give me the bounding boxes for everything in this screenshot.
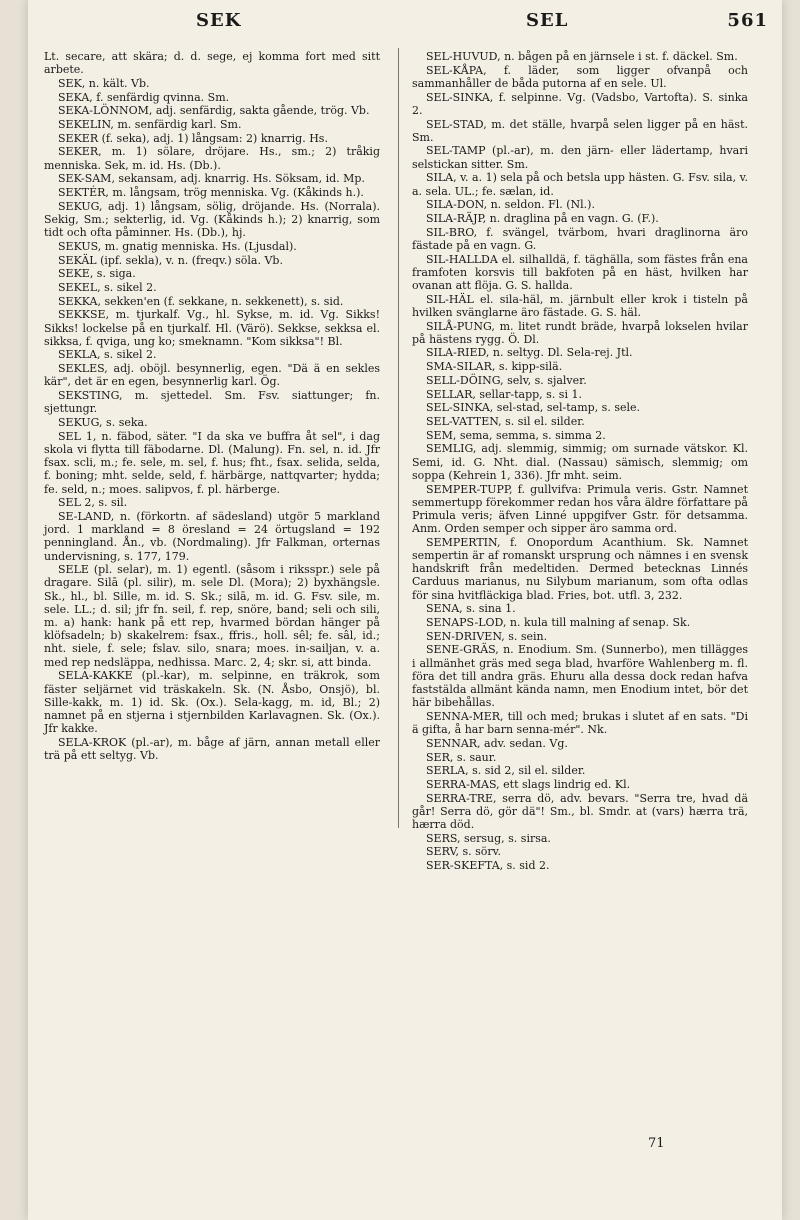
dictionary-page xyxy=(28,0,782,1220)
dictionary-entry: SELLAR, sellar-tapp, s. si 1. xyxy=(426,387,582,401)
dictionary-entry: SEL-SINKA, f. selpinne. Vg. (Vadsbo, Vartofta). S. sinka 2. xyxy=(412,90,748,117)
dictionary-entry: SERRA-TRE, serra dö, adv. bevars. "Serra tre, hvad dä går! Serra dö, gör dä"! Sm., bl. Smdr. at (vars) hærra trä, hærra död. xyxy=(412,791,748,832)
dictionary-entry: SMA-SILAR, s. kipp-silä. xyxy=(426,360,563,374)
dictionary-entry: SEKÄL (ipf. sekla), v. n. (freqv.) söla. Vb. xyxy=(58,253,283,267)
dictionary-entry: SERLA, s. sid 2, sil el. silder. xyxy=(426,764,586,778)
left-column xyxy=(44,50,380,763)
dictionary-entry: SEL-HUVUD, n. bågen på en järnsele i st. f. däckel. Sm. xyxy=(426,50,738,63)
dictionary-entry: SEL-SINKA, sel-stad, sel-tamp, s. sele. xyxy=(426,401,641,415)
dictionary-entry: SILA, v. a. 1) sela på och betsla upp hästen. G. Fsv. sila, v. a. sela. UL.; fe. sælan, id. xyxy=(412,171,748,198)
dictionary-entry: SEL-KÅPA, f. läder, som ligger ofvanpå och sammanhåller de båda putorna af en sele. Ul. xyxy=(412,63,748,90)
dictionary-entry: SEL-STAD, m. det ställe, hvarpå selen ligger på en häst. Sm. xyxy=(412,117,748,144)
dictionary-entry: SEM, sema, semma, s. simma 2. xyxy=(426,428,606,442)
header-left-catchword: SEK xyxy=(196,10,242,31)
dictionary-entry: SEN-DRIVEN, s. sein. xyxy=(426,629,548,643)
dictionary-entry: SELL-DÖING, selv, s. sjalver. xyxy=(426,373,587,387)
dictionary-entry: SIL-HALLDA el. silhalldä, f. täghälla, som fästes från ena framfoten korsvis till bakfoten på en häst, hvilken har ovanan att flöja. G. S. hallda. xyxy=(412,252,748,292)
dictionary-entry: SEKLES, adj. oböjl. besynnerlig, egen. "Dä ä en sekles kär", det är en egen, besynnerlig karl. Ög. xyxy=(44,362,380,389)
dictionary-entry: SELE (pl. selar), m. 1) egentl. (såsom i riksspr.) sele på dragare. Silā (pl. silir), m. sele Dl. (Mora); 2) byxhängsle. Sk., hl., bl. Sille, m. id. S. Sk.; silā, m. id. G. Fsv. sile, m. sele. LL.; d. sil; jfr fn. seil, f. rep, snöre, band; seli och sili, m. a) hank: hank på ett rep, hvarmed bördan hänger på klöfsadeln; b) skakelrem: fsax., ffris., holl. sêl; fe. sâl, id.; nht. siele, f. sele; fslav. silo, snara; moes. in-sailjan, v. a. med rep nedsläppa, nedhissa. Marc. 2, 4; skr. si, att binda. xyxy=(44,563,380,669)
dictionary-entry: SILA-DON, n. seldon. Fl. (Nl.). xyxy=(426,198,595,212)
dictionary-entry: SEL-TAMP (pl.-ar), m. den järn- eller lädertamp, hvari selstickan sitter. Sm. xyxy=(412,144,748,171)
header-right-catchword: SEL xyxy=(526,10,569,31)
dictionary-entry: SILA-RIED, n. seltyg. Dl. Sela-rej. Jtl. xyxy=(426,346,633,360)
dictionary-entry: Lt. secare, att skära; d. d. sege, ej komma fort med sitt arbete. xyxy=(44,50,380,77)
dictionary-entry: SEKKA, sekken'en (f. sekkane, n. sekkenett), s. sid. xyxy=(58,294,344,308)
running-head xyxy=(28,10,782,38)
dictionary-entry: SEKA, f. senfärdig qvinna. Sm. xyxy=(58,90,230,104)
dictionary-entry: SEKSTING, m. sjettedel. Sm. Fsv. siattunger; fn. sjettungr. xyxy=(44,389,380,416)
dictionary-entry: SEMPERTIN, f. Onopordum Acanthium. Sk. Namnet sempertin är af romanskt ursprung och nämnes i en svensk handskrift från medeltiden. Dermed betecknas Linnés Carduus marianus, nu Silybum marianum, som ofta odlas för sina hvitfläckiga blad. Fries, bot. utfl. 3, 232. xyxy=(412,535,748,602)
dictionary-entry: SENAPS-LOD, n. kula till malning af senap. Sk. xyxy=(426,616,691,630)
dictionary-entry: SEL-VATTEN, s. sil el. silder. xyxy=(426,414,585,428)
dictionary-entry: SELA-KAKKE (pl.-kar), m. selpinne, en träkrok, som fäster seljärnet vid träskakeln. Sk. (N. Åsbo, Onsjö), bl. Sille-kakk, m. 1) id. Sk. (Ox.). Sela-kagg, m. id, Bl.; 2) namnet på en stjerna i stjernbilden Karlavagnen. Sk. (Ox.). Jfr kakke. xyxy=(44,669,380,736)
column-divider xyxy=(398,48,399,828)
dictionary-entry: SEMLIG, adj. slemmig, simmig; om surnade vätskor. Kl. Semi, id. G. Nht. dial. (Nassau) sämisch, slemmig; om soppa (Kehrein 1, 336). Jfr mht. seim. xyxy=(412,442,748,482)
dictionary-entry: SEKTÉR, m. långsam, trög menniska. Vg. (Kåkinds h.). xyxy=(58,186,364,200)
dictionary-entry: SENE-GRÄS, n. Enodium. Sm. (Sunnerbo), men tillägges i allmänhet gräs med sega blad, hvarföre Wahlenberg m. fl. föra det till andra gräs. Ehuru alla dessa dock redan hafva faststälda allmänt kända namn, men Enodium intet, bör det här bibehållas. xyxy=(412,643,748,710)
dictionary-entry: SENNAR, adv. sedan. Vg. xyxy=(426,736,568,750)
dictionary-entry: SEL 1, n. fäbod, säter. "I da ska ve buffra åt sel", i dag skola vi flytta till fäbodarne. Dl. (Malung). Fn. sel, n. id. Jfr fsax. scli, m.; fe. sele, m. sel, f. hus; fht., fsax. selida, selda, f. boning; mht. selde, seld, f. härbärge, nattqvarter; hydda; fe. seld, n.; moes. salipvos, f. pl. härberge. xyxy=(44,429,380,496)
dictionary-entry: SILÅ-PUNG, m. litet rundt bräde, hvarpå lokselen hvilar på hästens rygg. Ö. Dl. xyxy=(412,319,748,346)
dictionary-entry: SEKER (f. seka), adj. 1) långsam: 2) knarrig. Hs. xyxy=(58,131,328,145)
page-number-header: 561 xyxy=(727,10,768,31)
signature-number: 71 xyxy=(648,1136,665,1151)
dictionary-entry: SEKEL, s. sikel 2. xyxy=(58,280,157,294)
dictionary-entry: SENA, s. sina 1. xyxy=(426,602,516,616)
dictionary-entry: SERRA-MAS, ett slags lindrig ed. Kl. xyxy=(426,777,631,791)
dictionary-entry: SEKUG, adj. 1) långsam, sölig, dröjande. Hs. (Norrala). Sekig, Sm.; sekterlig, id. Vg. (Kåkinds h.); 2) knarrig, som tidt och ofta påminner. Hs. (Db.), hj. xyxy=(44,199,380,240)
dictionary-entry: SEKER, m. 1) sölare, dröjare. Hs., sm.; 2) tråkig menniska. Sek, m. id. Hs. (Db.). xyxy=(44,145,380,172)
dictionary-entry: SE-LAND, n. (förkortn. af sädesland) utgör 5 markland jord. 1 markland = 8 öresland = 24 örtugsland = 192 penningland. Ån., vb. (Nordmaling). Jfr Falkman, orternas undervisning, s. 177, 179. xyxy=(44,509,380,563)
dictionary-entry: SIL-HÄL el. sila-häl, m. järnbult eller krok i tisteln på hvilken svänglarne äro fästade. G. S. häl. xyxy=(412,292,748,319)
dictionary-entry: SEK-SAM, sekansam, adj. knarrig. Hs. Söksam, id. Mp. xyxy=(58,172,365,186)
dictionary-entry: SEKE, s. siga. xyxy=(58,267,136,281)
dictionary-entry: SENNA-MER, till och med; brukas i slutet af en sats. "Di ä gifta, å har barn senna-mér". Nk. xyxy=(412,709,748,737)
right-column xyxy=(412,50,748,873)
dictionary-entry: SEKUS, m. gnatig menniska. Hs. (Ljusdal). xyxy=(58,239,297,253)
dictionary-entry: SEKKSE, m. tjurkalf. Vg., hl. Sykse, m. id. Vg. Sikks! Sikks! lockelse på en tjurkalf. Hl. (Värö). Sekkse, sekksa el. sikksa, f. qviga, ung ko; smeknamn. "Kom sikksa"! Bl. xyxy=(44,308,380,348)
dictionary-entry: SEKA-LÖNNOM, adj. senfärdig, sakta gående, trög. Vb. xyxy=(58,104,370,118)
dictionary-entry: SIL-BRO, f. svängel, tvärbom, hvari draglinorna äro fästade på en vagn. G. xyxy=(412,225,748,252)
dictionary-entry: SERS, sersug, s. sirsa. xyxy=(426,831,551,845)
dictionary-entry: SILA-RÄJP, n. draglina på en vagn. G. (F.). xyxy=(426,211,659,225)
dictionary-entry: SERV, s. sörv. xyxy=(426,845,502,859)
dictionary-entry: SEKUG, s. seka. xyxy=(58,415,148,429)
dictionary-entry: SELA-KROK (pl.-ar), m. båge af järn, annan metall eller trä på ett seltyg. Vb. xyxy=(44,735,380,763)
dictionary-entry: SER-SKEFTA, s. sid 2. xyxy=(426,859,550,873)
dictionary-entry: SEKELIN, m. senfärdig karl. Sm. xyxy=(58,118,242,132)
dictionary-entry: SEMPER-TUPP, f. gullvifva: Primula veris. Gstr. Namnet semmertupp förekommer redan hos våra äldre författare på Primula veris; äfven Linné uppgifver Gstr. för detsamma. Anm. Orden semper och sipper äro samma ord. xyxy=(412,482,748,536)
dictionary-entry: SER, s. saur. xyxy=(426,750,497,764)
dictionary-entry: SEK, n. kält. Vb. xyxy=(58,76,150,90)
dictionary-entry: SEL 2, s. sil. xyxy=(58,496,128,510)
dictionary-entry: SEKLA, s. sikel 2. xyxy=(58,348,157,362)
